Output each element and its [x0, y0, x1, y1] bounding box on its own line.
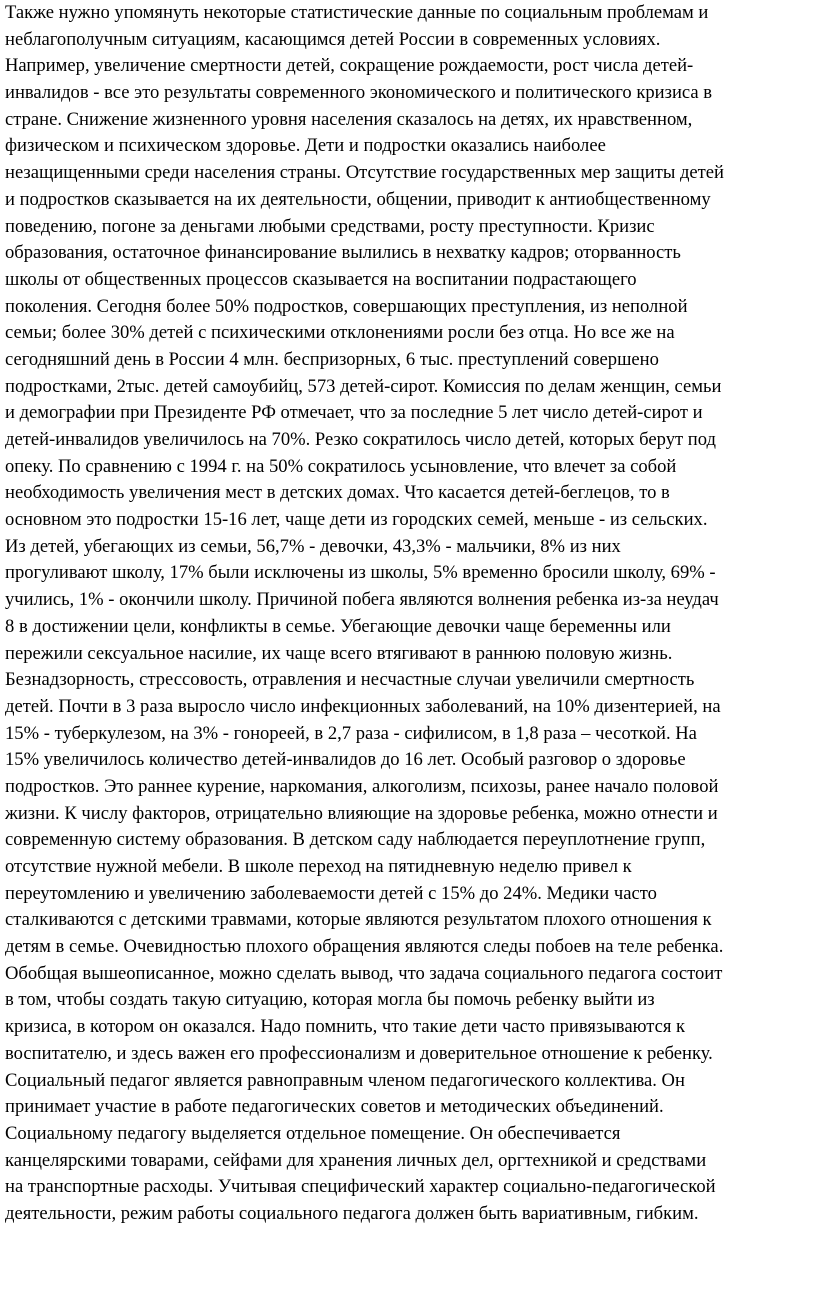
text-line: кризиса, в котором он оказался. Надо помнить, что такие дети часто привязываются к [5, 1016, 686, 1038]
text-line: детей-инвалидов увеличилось на 70%. Резко сократилось число детей, которых берут под [5, 429, 716, 450]
text-line: переутомлению и увеличению заболеваемости детей с 15% до 24%. Медики часто [5, 882, 657, 904]
text-line: инвалидов - все это результаты современного экономического и политического кризиса в [5, 82, 713, 104]
text-line: Например, увеличение смертности детей, сокращение рождаемости, рост числа детей- [5, 55, 694, 77]
text-line: прогуливают школу, 17% были исключены из школы, 5% временно бросили школу, 69% - [5, 562, 716, 584]
text-line: 8 в достижении цели, конфликты в семье. Убегающие девочки чаще беременны или [5, 615, 671, 637]
text-line: незащищенными среди населения страны. Отсутствие государственных мер защиты детей [5, 162, 725, 184]
text-line: опеку. По сравнению с 1994 г. на 50% сократилось усыновление, что влечет за собой [5, 455, 677, 477]
text-line: жизни. К числу факторов, отрицательно влияющие на здоровье ребенка, можно отнести и [5, 802, 718, 824]
text-line: учились, 1% - окончили школу. Причиной побега являются волнения ребенка из-за неудач [5, 589, 719, 611]
text-line: Безнадзорность, стрессовость, отравления и несчастные случаи увеличили смертность [5, 669, 695, 691]
text-line: семьи; более 30% детей с психическими отклонениями росли без отца. Но все же на [5, 322, 675, 344]
document-text [5, 0, 810, 1228]
text-line: воспитателю, и здесь важен его профессионализм и доверительное отношение к ребенку. [5, 1042, 713, 1064]
text-line: современную систему образования. В детском саду наблюдается переуплотнение групп, [5, 829, 706, 851]
text-line: Социальный педагог является равноправным членом педагогического коллектива. Он [5, 1069, 685, 1091]
text-line: отсутствие нужной мебели. В школе переход на пятидневную неделю привел к [5, 856, 632, 877]
text-line: необходимость увеличения мест в детских домах. Что касается детей-беглецов, то в [5, 482, 670, 504]
text-line: поведению, погоне за деньгами любыми средствами, росту преступности. Кризис [5, 215, 655, 237]
text-line: и демографии при Президенте РФ отмечает, что за последние 5 лет число детей-сирот и [5, 402, 703, 424]
text-line: Из детей, убегающих из семьи, 56,7% - девочки, 43,3% - мальчики, 8% из них [5, 535, 621, 557]
text-line: школы от общественных процессов сказывается на воспитании подрастающего [5, 268, 637, 290]
text-line: Также нужно упомянуть некоторые статистические данные по социальным проблемам и [5, 2, 709, 23]
text-line: сегодняшний день в России 4 млн. беспризорных, 6 тыс. преступлений совершено [5, 348, 659, 370]
text-line: физическом и психическом здоровье. Дети и подростки оказались наиболее [5, 135, 606, 157]
text-line: Обобщая вышеописанное, можно сделать вывод, что задача социального педагога состоит [5, 962, 723, 984]
text-line: детей. Почти в 3 раза выросло число инфекционных заболеваний, на 10% дизентерией, на [5, 695, 721, 717]
text-line: стране. Снижение жизненного уровня населения сказалось на детях, их нравственном, [5, 108, 693, 130]
text-line: 15% увеличилось количество детей-инвалидов до 16 лет. Особый разговор о здоровье [5, 749, 686, 771]
text-line: подростков. Это раннее курение, наркомания, алкоголизм, психозы, ранее начало половой [5, 775, 719, 797]
text-line: принимает участие в работе педагогических советов и методических объединений. [5, 1096, 664, 1118]
text-line: в том, чтобы создать такую ситуацию, которая могла бы помочь ребенку выйти из [5, 989, 655, 1011]
text-line: и подростков сказывается на их деятельности, общении, приводит к антиобщественному [5, 188, 711, 210]
text-line: Социальному педагогу выделяется отдельное помещение. Он обеспечивается [5, 1122, 621, 1144]
text-line: деятельности, режим работы социального педагога должен быть вариативным, гибким. [5, 1202, 699, 1224]
text-line: сталкиваются с детскими травмами, которые являются результатом плохого отношения к [5, 909, 712, 931]
text-line: пережили сексуальное насилие, их чаще всего втягивают в раннюю половую жизнь. [5, 642, 673, 664]
text-line: основном это подростки 15-16 лет, чаще дети из городских семей, меньше - из сельских. [5, 509, 708, 531]
text-line: детям в семье. Очевидностью плохого обращения являются следы побоев на теле ребенка. [5, 936, 724, 958]
text-line: подростками, 2тыс. детей самоубийц, 573 детей-сирот. Комиссия по делам женщин, семьи [5, 375, 722, 397]
text-line: на транспортные расходы. Учитывая специфический характер социально-педагогической [5, 1176, 716, 1198]
text-line: образования, остаточное финансирование вылились в нехватку кадров; оторванность [5, 242, 681, 264]
text-line: поколения. Сегодня более 50% подростков, совершающих преступления, из неполной [5, 295, 688, 317]
text-line: неблагополучным ситуациям, касающимся детей России в современных условиях. [5, 28, 661, 50]
text-line: 15% - туберкулезом, на 3% - гонореей, в 2,7 раза - сифилисом, в 1,8 раза – чесоткой. На [5, 722, 697, 744]
text-line: канцелярскими товарами, сейфами для хранения личных дел, оргтехникой и средствами [5, 1149, 707, 1171]
